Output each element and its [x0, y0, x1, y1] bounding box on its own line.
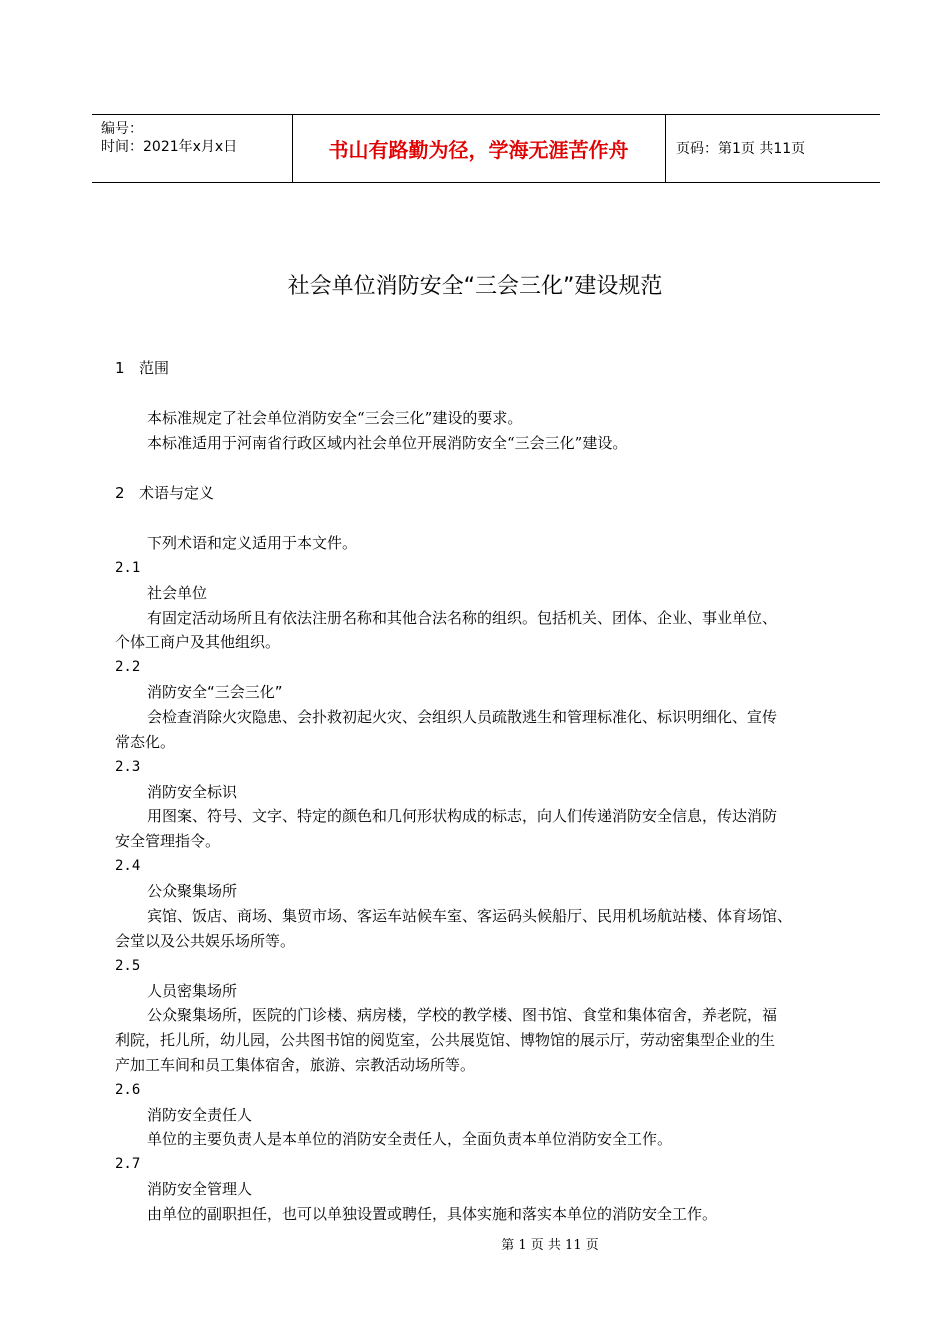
term-definition-cont: 个体工商户及其他组织。 — [115, 633, 281, 651]
header-middle-cell — [292, 115, 666, 182]
header-right-cell — [666, 115, 880, 182]
term-name: 消防安全管理人 — [147, 1180, 253, 1198]
term-name: 公众聚集场所 — [147, 882, 238, 900]
term-name: 消防安全责任人 — [147, 1106, 253, 1124]
term-number: 2.3 — [115, 759, 141, 775]
section-number: 1 — [115, 359, 125, 377]
document-title: 社会单位消防安全“三会三化”建设规范 — [287, 274, 663, 299]
term-definition: 单位的主要负责人是本单位的消防安全责任人，全面负责本单位消防安全工作。 — [147, 1130, 673, 1148]
term-name: 消防安全标识 — [147, 783, 238, 801]
term-definition-cont: 安全管理指令。 — [115, 832, 221, 850]
term-name: 消防安全“三会三化” — [147, 683, 283, 701]
term-definition-cont: 常态化。 — [115, 733, 176, 751]
term-number: 2.4 — [115, 858, 141, 874]
term-name: 社会单位 — [147, 584, 208, 602]
section-number: 2 — [115, 484, 125, 502]
term-number: 2.5 — [115, 958, 141, 974]
section-title: 术语与定义 — [139, 484, 215, 502]
document-number-label: 编号： — [101, 121, 143, 137]
paragraph: 本标准规定了社会单位消防安全“三会三化”建设的要求。 — [147, 409, 523, 427]
document-time-label: 时间：2021年x月x日 — [101, 139, 238, 155]
term-name: 人员密集场所 — [147, 982, 238, 1000]
paragraph: 本标准适用于河南省行政区域内社会单位开展消防安全“三会三化”建设。 — [147, 434, 628, 452]
term-definition-cont: 利院，托儿所，幼儿园，公共图书馆的阅览室，公共展览馆、博物馆的展示厅，劳动密集型企业的生 — [115, 1031, 776, 1049]
section-heading-2 — [115, 483, 214, 503]
term-definition: 公众聚集场所，医院的门诊楼、病房楼，学校的教学楼、图书馆、食堂和集体宿舍，养老院，福 — [147, 1006, 778, 1024]
term-definition-cont: 产加工车间和员工集体宿舍，旅游、宗教活动场所等。 — [115, 1056, 476, 1074]
paragraph: 下列术语和定义适用于本文件。 — [147, 534, 358, 552]
page-footer: 第 1 页 共 11 页 — [501, 1238, 599, 1253]
header-table — [92, 114, 880, 183]
term-definition: 用图案、符号、文字、特定的颜色和几何形状构成的标志，向人们传递消防安全信息，传达消防 — [147, 807, 778, 825]
term-definition-cont: 会堂以及公共娱乐场所等。 — [115, 932, 296, 950]
term-number: 2.6 — [115, 1082, 141, 1098]
term-number: 2.2 — [115, 659, 141, 675]
section-heading-1 — [115, 358, 169, 378]
header-motto: 书山有路勤为径，学海无涯苦作舟 — [328, 138, 629, 162]
term-definition: 会检查消除火灾隐患、会扑救初起火灾、会组织人员疏散逃生和管理标准化、标识明细化、宣传 — [147, 708, 778, 726]
page-info: 页码：第1页 共11页 — [676, 141, 806, 157]
header-left-cell — [92, 115, 293, 182]
term-number: 2.7 — [115, 1156, 141, 1172]
term-definition: 由单位的副职担任，也可以单独设置或聘任，具体实施和落实本单位的消防安全工作。 — [147, 1205, 718, 1223]
section-title: 范围 — [139, 359, 170, 377]
term-definition: 宾馆、饭店、商场、集贸市场、客运车站候车室、客运码头候船厅、民用机场航站楼、体育场馆、 — [147, 907, 793, 925]
term-number: 2.1 — [115, 560, 141, 576]
term-definition: 有固定活动场所且有依法注册名称和其他合法名称的组织。包括机关、团体、企业、事业单位、 — [147, 609, 778, 627]
